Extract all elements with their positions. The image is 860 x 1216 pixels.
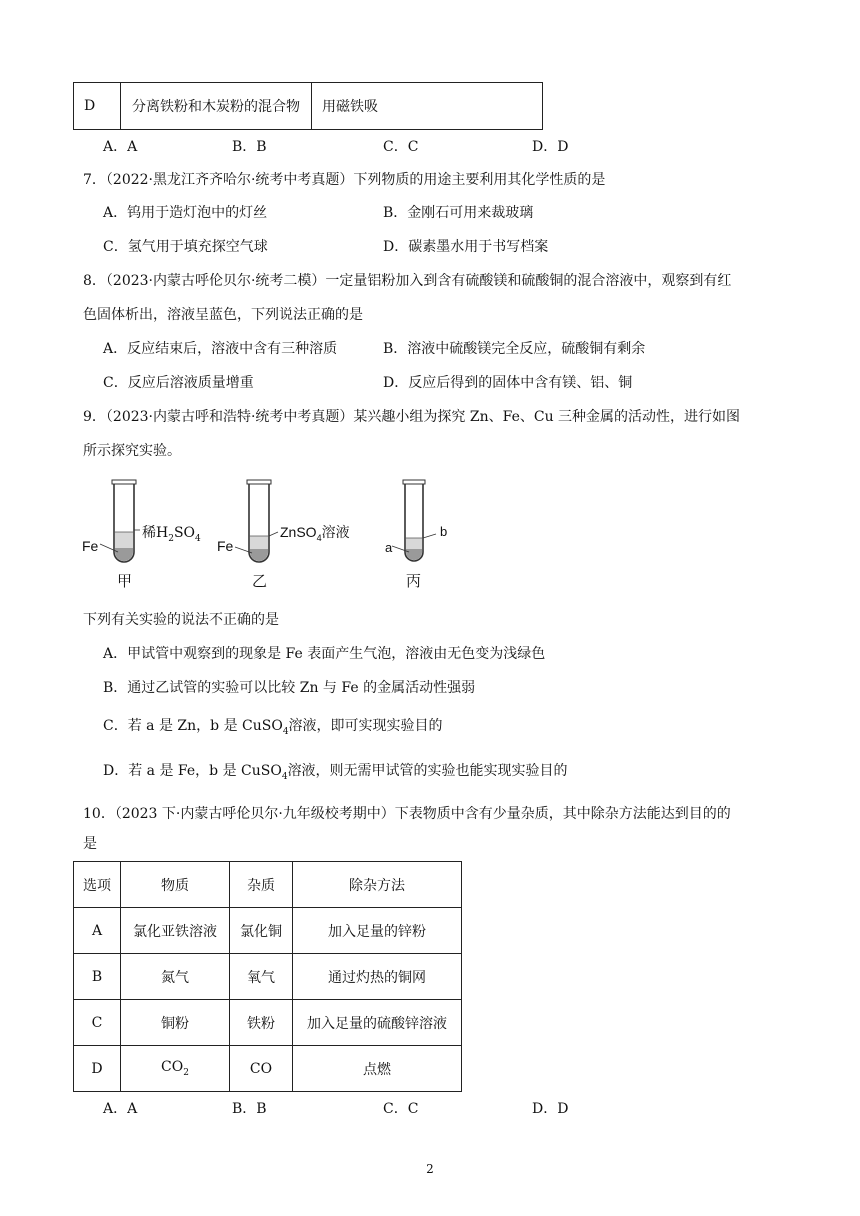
q9-option-a: A．甲试管中观察到的现象是 Fe 表面产生气泡，溶液由无色变为浅绿色 bbox=[103, 646, 546, 662]
column-header: 物质 bbox=[121, 862, 230, 908]
table-header-row bbox=[74, 862, 462, 908]
q10-stem-line2: 是 bbox=[83, 836, 97, 852]
impurity-table bbox=[73, 861, 462, 1092]
table-cell: 氯化铜 bbox=[230, 908, 293, 954]
table-cell: 分离铁粉和木炭粉的混合物 bbox=[121, 83, 312, 130]
table-cell: 通过灼热的铜网 bbox=[293, 954, 462, 1000]
table-cell: 铁粉 bbox=[230, 1000, 293, 1046]
table-row bbox=[74, 954, 462, 1000]
table-row bbox=[74, 908, 462, 954]
q9-option-b: B．通过乙试管的实验可以比较 Zn 与 Fe 的金属活动性强弱 bbox=[103, 680, 476, 696]
top-table bbox=[73, 82, 543, 130]
q6-option-c: C．C bbox=[383, 139, 419, 155]
q10-stem-line1: 10．（2023 下·内蒙古呼伦贝尔·九年级校考期中）下表物质中含有少量杂质，其中除杂方法能达到目的的 bbox=[83, 806, 731, 822]
table-cell: CO bbox=[230, 1046, 293, 1092]
test-tube-yi bbox=[235, 480, 278, 562]
q8-stem-line2: 色固体析出，溶液呈蓝色，下列说法正确的是 bbox=[83, 307, 363, 323]
q8-option-b: B．溶液中硫酸镁完全反应，硫酸铜有剩余 bbox=[383, 341, 646, 357]
q9-stem-line2: 所示探究实验。 bbox=[83, 443, 181, 459]
q10-option-a: A．A bbox=[103, 1101, 138, 1117]
q9-option-c: C．若 a 是 Zn，b 是 CuSO$_4$溶液，即可实现实验目的 bbox=[103, 718, 443, 737]
tube3-name-label: 丙 bbox=[406, 572, 422, 590]
q6-option-a: A．A bbox=[103, 139, 138, 155]
q9-option-d: D．若 a 是 Fe，b 是 CuSO$_4$溶液，则无需甲试管的实验也能实现实验目的 bbox=[103, 763, 568, 782]
column-header: 除杂方法 bbox=[293, 862, 462, 908]
tube3-group bbox=[380, 472, 470, 600]
q7-option-b: B．金刚石可用来裁玻璃 bbox=[383, 205, 534, 221]
table-cell: D bbox=[74, 83, 121, 130]
q8-option-a: A．反应结束后，溶液中含有三种溶质 bbox=[103, 341, 338, 357]
tube1-metal-label: Fe bbox=[82, 538, 99, 554]
table-cell: D bbox=[74, 1046, 121, 1092]
tube1-name-label: 甲 bbox=[117, 572, 133, 590]
tube3-right-label: b bbox=[440, 524, 448, 539]
q9-question: 下列有关实验的说法不正确的是 bbox=[83, 612, 279, 628]
table-cell: 氯化亚铁溶液 bbox=[121, 908, 230, 954]
test-tube-figure bbox=[80, 472, 380, 600]
table-cell: 氧气 bbox=[230, 954, 293, 1000]
q6-option-d: D．D bbox=[532, 139, 569, 155]
table-row bbox=[74, 1000, 462, 1046]
tube1-solution-label: 稀$H_2SO_4$ bbox=[142, 525, 201, 544]
table-cell: 铜粉 bbox=[121, 1000, 230, 1046]
q8-option-d: D．反应后得到的固体中含有镁、铝、铜 bbox=[383, 375, 633, 391]
table-cell: 氮气 bbox=[121, 954, 230, 1000]
column-header: 选项 bbox=[74, 862, 121, 908]
table-cell: A bbox=[74, 908, 121, 954]
q8-option-c: C．反应后溶液质量增重 bbox=[103, 375, 254, 391]
table-cell: 加入足量的硫酸锌溶液 bbox=[293, 1000, 462, 1046]
q7-option-c: C．氢气用于填充探空气球 bbox=[103, 239, 268, 255]
tube2-solution-label: ZnSO$_4$溶液 bbox=[280, 524, 350, 543]
tube2-name-label: 乙 bbox=[252, 572, 268, 590]
tube3-left-label: a bbox=[385, 540, 393, 555]
test-tube-bing-diagram bbox=[380, 472, 470, 600]
table-cell: B bbox=[74, 954, 121, 1000]
table-row bbox=[74, 83, 543, 130]
column-header: 杂质 bbox=[230, 862, 293, 908]
q10-option-b: B．B bbox=[232, 1101, 267, 1117]
q10-option-d: D．D bbox=[532, 1101, 569, 1117]
table-cell: 加入足量的锌粉 bbox=[293, 908, 462, 954]
page-number: 2 bbox=[426, 1162, 434, 1176]
test-tube-jia bbox=[100, 480, 140, 562]
q6-option-b: B．B bbox=[232, 139, 267, 155]
q8-stem-line1: 8．（2023·内蒙古呼伦贝尔·统考二模）一定量铝粉加入到含有硫酸镁和硫酸铜的混合溶液中，观察到有红 bbox=[83, 273, 732, 289]
q10-option-c: C．C bbox=[383, 1101, 419, 1117]
table-cell: 点燃 bbox=[293, 1046, 462, 1092]
table-cell: C bbox=[74, 1000, 121, 1046]
tube2-metal-label: Fe bbox=[217, 538, 234, 554]
table-row bbox=[74, 1046, 462, 1092]
q9-stem-line1: 9．（2023·内蒙古呼和浩特·统考中考真题）某兴趣小组为探究 Zn、Fe、Cu 三种金属的活动性，进行如图 bbox=[83, 409, 741, 425]
q7-option-a: A．钨用于造灯泡中的灯丝 bbox=[103, 205, 268, 221]
q7-option-d: D．碳素墨水用于书写档案 bbox=[383, 239, 549, 255]
q7-stem: 7．（2022·黑龙江齐齐哈尔·统考中考真题）下列物质的用途主要利用其化学性质的是 bbox=[83, 172, 606, 188]
table-cell: $CO_2$ bbox=[121, 1046, 230, 1092]
table-cell: 用磁铁吸 bbox=[312, 83, 543, 130]
